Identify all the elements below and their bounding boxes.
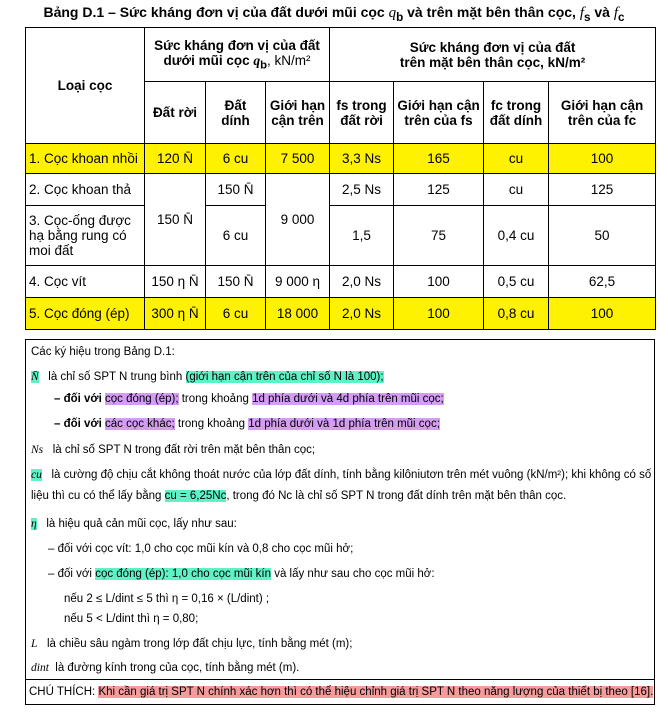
title-fs-sub: s — [584, 10, 591, 24]
header-gioi-han-fc: Giới hạn cận trên của fc — [549, 82, 656, 144]
chu-thich-highlight: Khi cần giá trị SPT N chính xác hơn thì có thể hiệu chỉnh giá trị SPT N theo năng lượng của thiết bị theo [16]. — [98, 686, 654, 698]
note-cu-def1: là cường độ chịu cắt không thoát nước của lớp đất dính, tính bằng kilôniutơn trên mét vuông (kN/m²); khi không có số — [51, 469, 652, 481]
row-label: 1. Cọc khoan nhồi — [26, 144, 145, 174]
note-eta — [31, 518, 237, 530]
title-prefix: Bảng D.1 – Sức kháng đơn vị của đất dưới mũi cọc — [43, 4, 385, 20]
row-label: 2. Cọc khoan thả — [26, 174, 145, 206]
note-ns-def: là chỉ số SPT N trong đất rời trên mặt bên thân cọc; — [52, 444, 316, 456]
cell-ghfc: 62,5 — [549, 266, 656, 298]
header-fc-trong-dat-dinh: fc trong đất dính — [484, 82, 549, 144]
note-n-bullet1-a: – đối với — [54, 393, 102, 405]
header-fs-trong-dat-roi: fs trong đất rời — [330, 82, 394, 144]
chu-thich-label: CHÚ THÍCH: — [29, 686, 96, 698]
header-group-side-line1: Sức kháng đơn vị của đất — [409, 39, 576, 55]
header-dat-roi: Đất rời — [145, 82, 206, 144]
header-gioi-han-fs: Giới hạn cận trên của fs — [394, 82, 484, 144]
symbol-cu: cu — [31, 469, 42, 481]
header-loai-coc: Loại cọc — [26, 28, 145, 144]
header-group-tip: Sức kháng đơn vị của đất dưới mũi cọc $q_b$, kN/m² — [145, 28, 330, 82]
note-n-bullet1-hl1: cọc đóng (ép); — [105, 393, 179, 405]
chu-thich — [29, 686, 653, 698]
title-fs: f — [579, 5, 585, 21]
cell-fc: 0,8 cu — [484, 298, 549, 330]
header-group-tip-line2: dưới mũi cọc — [163, 52, 250, 68]
cell-fs: 2,5 Ns — [330, 174, 394, 206]
cell-dat-roi-merged: 150 N̄ — [145, 174, 206, 266]
cell-dat-roi: 120 N̄ — [145, 144, 206, 174]
cell-fc: 0,4 cu — [484, 206, 549, 266]
note-l — [31, 638, 352, 650]
note-eta-case2: nếu 5 < L/dint thì η = 0,80; — [64, 613, 199, 625]
title-qb: q — [388, 5, 397, 21]
cell-ghct: 9 000 η — [266, 266, 330, 298]
cell-fs: 2,0 Ns — [330, 266, 394, 298]
note-n-bullet2-hl2: 1d phía dưới và 1d phía trên mũi cọc; — [248, 418, 440, 430]
note-ns — [31, 444, 315, 456]
note-cu-line2 — [31, 490, 566, 502]
cell-dat-dinh: 6 cu — [206, 206, 266, 266]
cell-dat-dinh: 6 cu — [206, 298, 266, 330]
symbol-l: L — [31, 638, 38, 650]
cell-fc: 0,5 cu — [484, 266, 549, 298]
header-dat-dinh: Đất dính — [206, 82, 266, 144]
header-group-side-line2: trên mặt bên thân cọc, kN/m² — [399, 54, 586, 70]
cell-fc: cu — [484, 144, 549, 174]
cell-fs: 1,5 — [330, 206, 394, 266]
note-eta-bullet2-a: – đối với — [48, 568, 92, 580]
cell-fs: 2,0 Ns — [330, 298, 394, 330]
note-cu-line1 — [31, 469, 651, 481]
cell-fs: 3,3 Ns — [330, 144, 394, 174]
note-n-bullet1 — [54, 393, 444, 405]
cell-ghfs: 100 — [394, 298, 484, 330]
table-row — [26, 174, 656, 206]
symbol-dint: dint — [31, 662, 49, 674]
note-n-bullet2-a: – đối với — [54, 418, 102, 430]
row-label: 5. Cọc đóng (ép) — [26, 298, 145, 330]
cell-dat-roi: 300 η N̄ — [145, 298, 206, 330]
symbol-ns: Ns — [31, 444, 44, 456]
notes-intro: Các ký hiệu trong Bảng D.1: — [31, 346, 175, 358]
table-row — [26, 206, 656, 266]
note-n-bullet2-b: trong khoảng — [177, 418, 246, 430]
header-group-side — [330, 28, 656, 82]
note-eta-def: là hiệu quả cản mũi cọc, lấy như sau: — [46, 518, 237, 530]
title-qb-sub: b — [396, 10, 404, 24]
cell-ghfs: 165 — [394, 144, 484, 174]
note-eta-bullet1: – đối với cọc vít: 1,0 cho cọc mũi kín và 0,8 cho cọc mũi hở; — [48, 543, 354, 555]
note-eta-case1: nếu 2 ≤ L/dint ≤ 5 thì η = 0,16 × (L/dint) ; — [64, 593, 270, 605]
notes-divider — [26, 679, 654, 680]
cell-ghfs: 75 — [394, 206, 484, 266]
note-dint-def: là đường kính trong của cọc, tính bằng mét (m). — [55, 662, 300, 674]
cell-ghfs: 125 — [394, 174, 484, 206]
note-n-bullet2 — [54, 418, 440, 430]
note-n-bullet1-b: trong khoảng — [181, 393, 249, 405]
table-row — [26, 266, 656, 298]
table-row — [26, 144, 656, 174]
table-title — [0, 4, 668, 24]
title-and: và — [594, 4, 610, 20]
table-row — [26, 298, 656, 330]
title-fc-sub: c — [618, 10, 625, 24]
note-eta-bullet2-highlight: cọc đóng (ép): 1,0 cho cọc mũi kín — [95, 568, 271, 580]
note-dint — [31, 662, 299, 674]
title-fc: f — [613, 5, 619, 21]
cell-ghfc: 50 — [549, 206, 656, 266]
cell-ghfc: 100 — [549, 298, 656, 330]
note-n — [31, 371, 384, 383]
note-eta-bullet2 — [48, 568, 435, 580]
note-n-bullet1-hl2: 1d phía dưới và 4d phía trên mũi cọc; — [252, 393, 444, 405]
notes-box — [25, 339, 655, 705]
note-cu-def2-highlight: cu = 6,25Nc — [164, 490, 227, 502]
cell-dat-dinh: 150 N̄ — [206, 174, 266, 206]
note-cu-def2-a: liệu thì cu có thể lấy bằng — [31, 490, 162, 502]
cell-dat-roi: 150 η N̄ — [145, 266, 206, 298]
header-group-tip-unit: , kN/m² — [267, 52, 311, 68]
header-group-tip-line1: Sức kháng đơn vị của đất — [154, 37, 320, 53]
note-n-def: là chỉ số SPT N trung bình — [48, 371, 183, 383]
row-label: 3. Cọc-ống được hạ bằng rung có moi đất — [26, 206, 145, 266]
note-eta-bullet2-b: và lấy như sau cho cọc mũi hở: — [274, 568, 435, 580]
cell-ghfc: 125 — [549, 174, 656, 206]
note-l-def: là chiều sâu ngàm trong lớp đất chịu lực, tính bằng mét (m); — [47, 638, 353, 650]
row-label: 4. Cọc vít — [26, 266, 145, 298]
resistance-table — [25, 27, 656, 330]
cell-dat-dinh: 150 N̄ — [206, 266, 266, 298]
note-cu-def2-b: , trong đó Nc là chỉ số SPT N trong đất dính trên mặt bên thân cọc. — [226, 490, 567, 502]
cell-ghct-merged: 9 000 — [266, 174, 330, 266]
symbol-n-bar: N̄ — [31, 371, 39, 383]
cell-ghct: 7 500 — [266, 144, 330, 174]
cell-ghfc: 100 — [549, 144, 656, 174]
cell-ghct: 18 000 — [266, 298, 330, 330]
cell-fc: cu — [484, 174, 549, 206]
symbol-eta: η — [31, 518, 37, 530]
note-n-bullet2-hl1: các cọc khác; — [105, 418, 175, 430]
note-n-def-highlight: (giới hạn cận trên của chỉ số N là 100); — [185, 371, 384, 383]
cell-ghfs: 100 — [394, 266, 484, 298]
cell-dat-dinh: 6 cu — [206, 144, 266, 174]
header-gioi-han-can-tren: Giới hạn cận trên — [266, 82, 330, 144]
title-mid: và trên mặt bên thân cọc, — [407, 4, 576, 20]
